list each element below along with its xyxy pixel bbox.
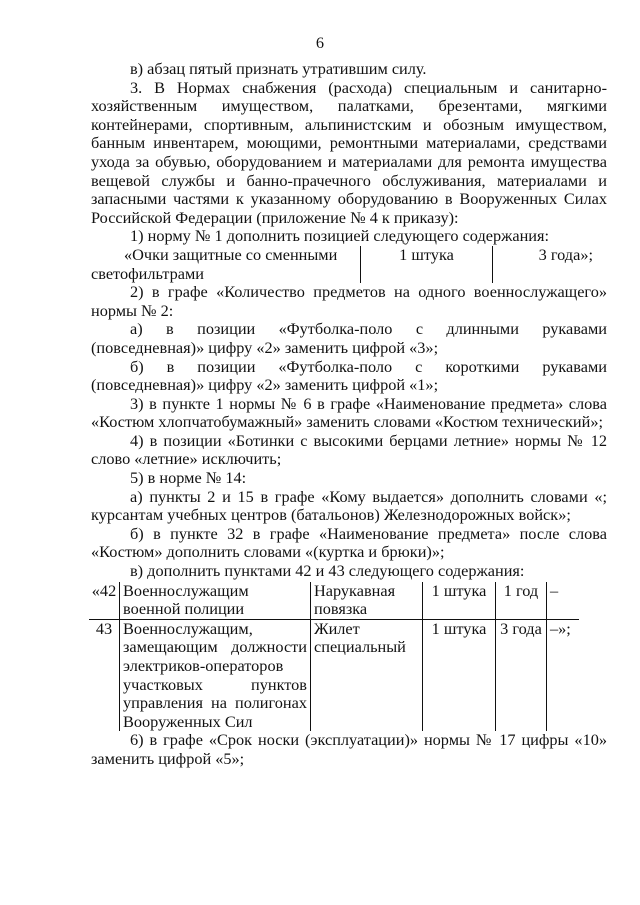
new-item-name-line1: «Очки защитные со сменными <box>124 244 338 264</box>
page-number: 6 <box>315 33 325 52</box>
row-note: – <box>547 582 580 620</box>
row-quantity: 1 штука <box>423 619 496 731</box>
row-number: 43 <box>89 619 120 731</box>
new-item-row <box>91 246 607 283</box>
row-quantity: 1 штука <box>423 582 496 620</box>
new-item-name-line2: светофильтрами <box>91 263 204 283</box>
document-body <box>91 60 607 769</box>
new-item-quantity: 1 штука <box>360 246 493 283</box>
paragraph-norm-2a: а) в позиции «Футболка-поло с длинными рукавами (повседневная)» цифру «2» заменить цифрой «3»; <box>91 319 607 357</box>
paragraph-norm-2b: б) в позиции «Футболка-поло с короткими рукавами (повседневная)» цифру «2» заменить цифрой «1»; <box>91 356 607 395</box>
paragraph-norms-intro: 3. В Нормах снабжения (расхода) специальным и санитарно-хозяйственным имуществом, палатками, брезентами, мягкими контейнерами, спортивным, альпинистским и обозным имуществом, банным инвентарем, моющими, ремонтными материалами, средствами ухода за обувью, оборудованием и материалами для ремонта имущества вещевой службы и банно-прачечного обслуживания, материалами и запасными частями к указанному оборудованию в Вооруженных Силах Российской Федерации (приложение № 4 к приказу): <box>91 77 607 227</box>
paragraph-norm-2: 2) в графе «Количество предметов на одного военнослужащего» нормы № 2: <box>91 282 607 320</box>
paragraph-norm-14: 5) в норме № 14: <box>130 468 247 488</box>
row-item-name: Жилет специальный <box>311 619 423 731</box>
row-term: 1 год <box>496 582 547 620</box>
row-note: –»; <box>547 619 580 731</box>
paragraph-repeal: в) абзац пятый признать утратившим силу. <box>130 59 427 78</box>
row-recipient: Военнослужащим военной полиции <box>120 582 311 620</box>
table-row <box>89 619 579 731</box>
row-number: «42 <box>89 582 120 620</box>
paragraph-norm-14c: в) дополнить пунктами 42 и 43 следующего содержания: <box>130 561 525 581</box>
norms-table <box>89 582 579 732</box>
paragraph-norm-6: 3) в пункте 1 нормы № 6 в графе «Наименование предмета» слова «Костюм хлопчатобумажный» заменить словами «Костюм технический»; <box>91 393 607 432</box>
row-term: 3 года <box>496 619 547 731</box>
paragraph-norm-1: 1) норму № 1 дополнить позицией следующего содержания: <box>130 226 550 246</box>
paragraph-norm-17: 6) в графе «Срок носки (эксплуатации)» нормы № 17 цифры «10» заменить цифрой «5»; <box>91 730 607 768</box>
row-item-name: Нарукавная повязка <box>311 582 423 620</box>
new-item-name <box>85 246 360 283</box>
row-recipient: Военнослужащим, замещающим должности электриков-операторов участковых пунктов управления на полигонах Вооруженных Сил <box>120 619 311 731</box>
paragraph-norm-14b: б) в пункте 32 в графе «Наименование предмета» после слова «Костюм» дополнить словами «(куртка и брюки)»; <box>91 523 607 562</box>
new-item-term: 3 года»; <box>538 244 593 264</box>
paragraph-norm-14a: а) пункты 2 и 15 в графе «Кому выдается» дополнить словами «; курсантам учебных центров (батальонов) Железнодорожных войск»; <box>91 486 607 525</box>
paragraph-norm-12: 4) в позиции «Ботинки с высокими берцами летние» нормы № 12 слово «летние» исключить; <box>91 430 607 469</box>
table-row <box>89 582 579 620</box>
